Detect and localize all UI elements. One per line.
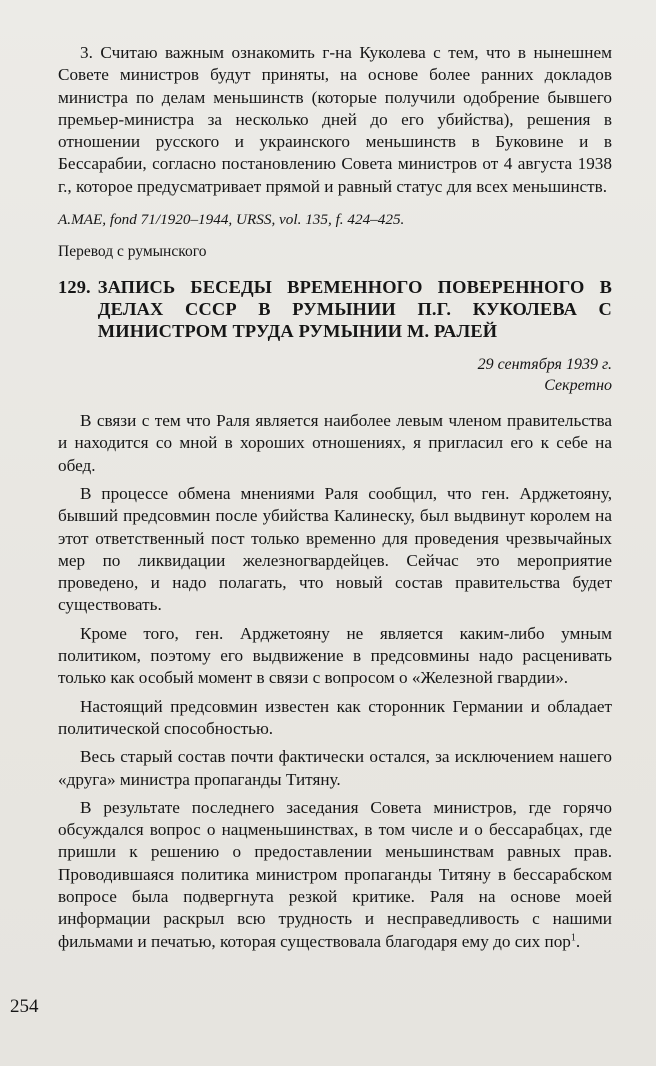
translation-note: Перевод с румынского	[58, 243, 207, 261]
body-paragraph: Кроме того, ген. Арджетояну не является каким-либо умным политиком, поэтому его выдвижение в предсовмины надо расценивать только как особый момент в связи с вопросом о «Железной гвардии».	[58, 623, 612, 688]
document-body	[58, 410, 612, 953]
document-date: 29 сентября 1939 г.	[477, 356, 612, 374]
footnote-marker: 1	[570, 931, 576, 943]
document-heading	[58, 276, 612, 342]
archive-source-reference: A.MAE, fond 71/1920–1944, URSS, vol. 135, f. 424–425.	[58, 211, 405, 229]
document-meta	[58, 354, 612, 396]
document-number: 129.	[58, 277, 91, 298]
body-paragraph: Весь старый состав почти фактически остался, за исключением нашего «друга» министра пропаганды Титяну.	[58, 747, 612, 789]
document-title: ЗАПИСЬ БЕСЕДЫ ВРЕМЕННОГО ПОВЕРЕННОГО В ДЕЛАХ СССР В РУМЫНИИ П.Г. КУКОЛЕВА С МИНИСТРОМ ТРУДА РУМЫНИИ М. РАЛЕЙ	[97, 277, 612, 342]
body-paragraph-text: В результате последнего заседания Совета министров, где горячо обсуждался вопрос о нацменьшинствах, в том числе и о бессарабцах, где пришли к решению о предоставлении меньшинствам равных прав. Проводившаяся политика министром пропаганды Титяну в бессарабском вопросе была подвергнута резкой критике. Раля на основе моей информации раскрыл всю трудность и несправедливость с нашими фильмами и печатью, которая существовала благодаря ему до сих пор	[58, 797, 612, 951]
body-paragraph: В связи с тем что Раля является наиболее левым членом правительства и находится со мной в хороших отношениях, я пригласил его к себе на обед.	[58, 411, 612, 475]
page-number: 254	[10, 996, 39, 1017]
body-paragraph-last: В результате последнего заседания Совета министров, где горячо обсуждался вопрос о нацменьшинствах, в том числе и о бессарабцах, где пришли к решению о предоставлении меньшинствам равных прав. Проводившаяся политика министром пропаганды Титяну в бессарабском вопросе была подвергнута резкой критике. Раля на основе моей информации раскрыл всю трудность и несправедливость с нашими фильмами и печатью, которая существовала благодаря ему до сих пор$^1$.	[58, 797, 612, 951]
page-content	[58, 42, 612, 953]
body-paragraph: В процессе обмена мнениями Раля сообщил, что ген. Арджетояну, бывший предсовмин после убийства Калинеску, был выдвинут королем на этот ответственный пост только временно для проведения чрезвычайных мер по ликвидации железногвардейцев. Сейчас это мероприятие проведено, и надо полагать, что новый состав правительства будет существовать.	[58, 483, 612, 615]
intro-paragraph: 3. Считаю важным ознакомить г-на Куколева с тем, что в нынешнем Совете министров будут приняты, на основе более ранних докладов министра по делам меньшинств (которые получили одобрение бывшего премьер-министра за несколько дней до его убийства), решения в отношении русского и украинского меньшинств в Буковине и в Бессарабии, согласно постановлению Совета министров от 4 августа 1938 г., которое предусматривает прямой и равный статус для всех меньшинств.	[58, 43, 612, 196]
body-paragraph: Настоящий предсовмин известен как сторонник Германии и обладает политической способностью.	[58, 696, 612, 738]
classification-label: Секретно	[544, 377, 612, 395]
